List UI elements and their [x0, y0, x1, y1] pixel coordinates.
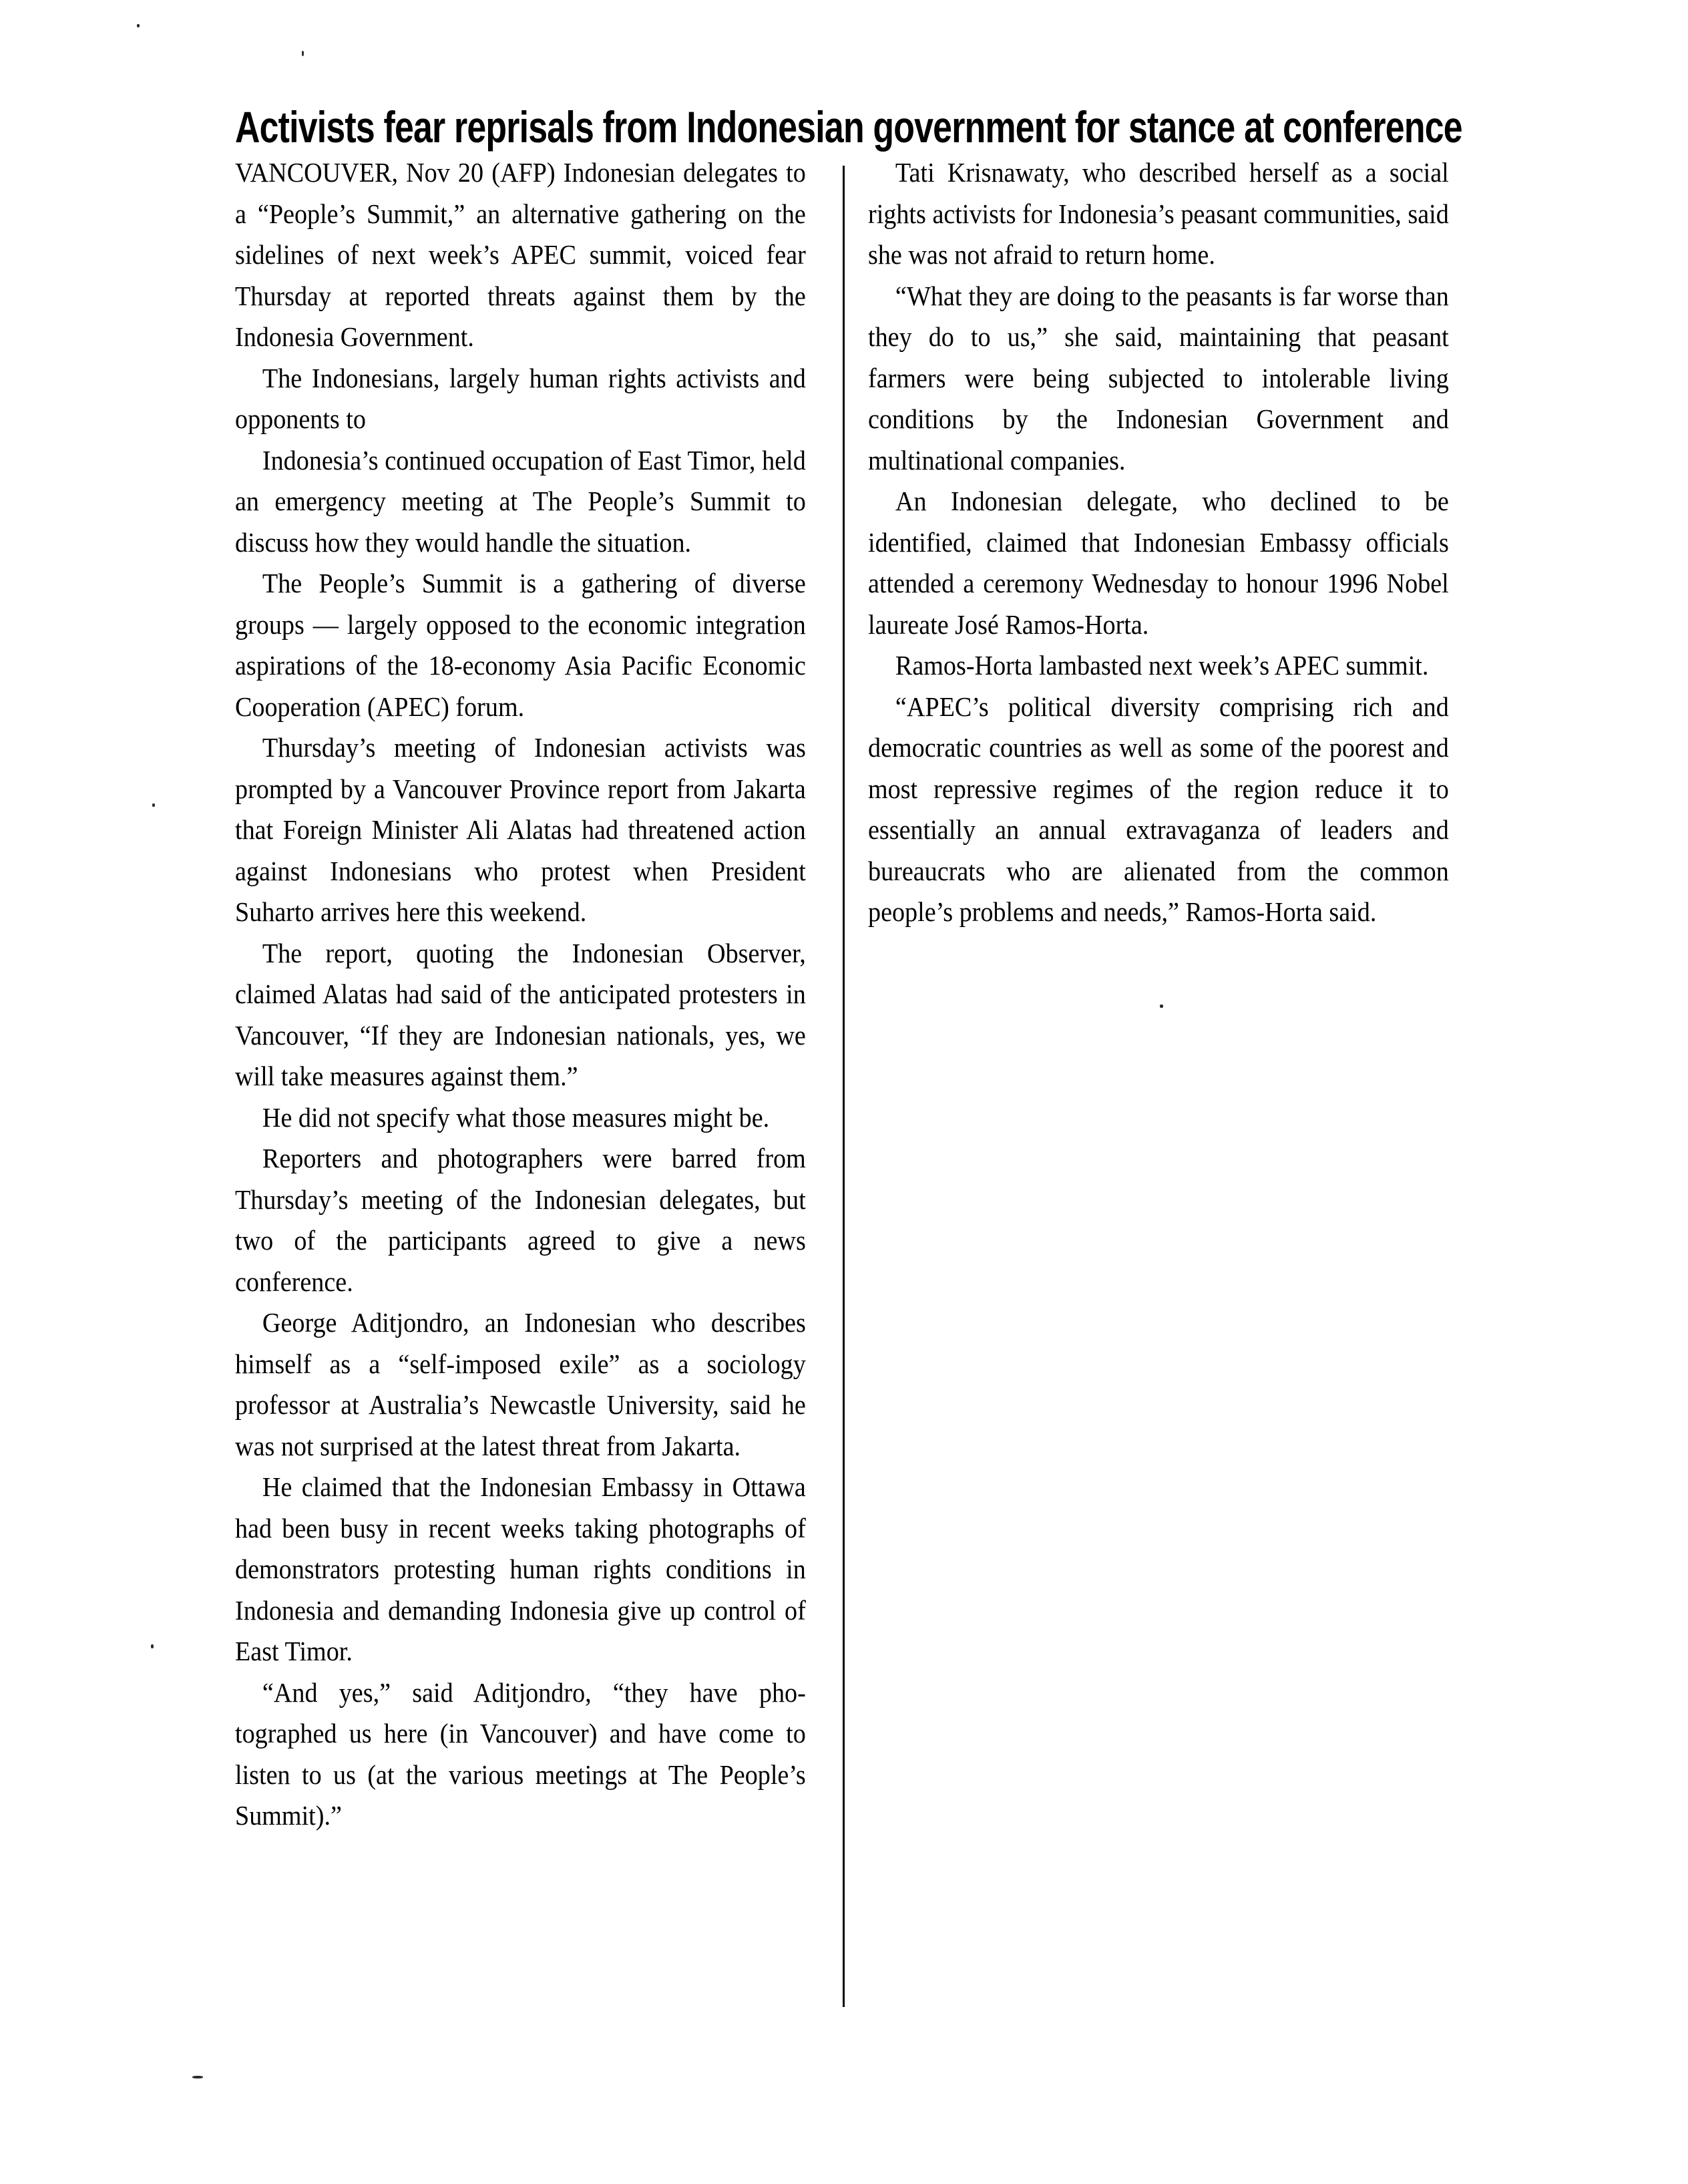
paragraph: “And yes,” said Aditjondro, “they have photographed us here (in Vancouver) and have come to listen to us (at the various meetings at The People’s Summit).” [235, 1676, 806, 1831]
paragraph: Ramos-Horta lambasted next week’s APEC summit. [895, 650, 1429, 681]
paragraph: Indonesia’s continued occupation of East Timor, held an emergency meeting at The People’s Summit to discuss how they would handle the situation. [235, 444, 806, 558]
paragraph: VANCOUVER, Nov 20 (AFP) Indonesian delegates to a “People’s Summit,” an alternative gathering on the sidelines of next week’s APEC summit, voiced fear Thursday at reported threats against them by the Indonesia Government. [235, 157, 806, 352]
paragraph: The Indonesians, largely human rights activists and opponents to [235, 362, 806, 434]
paragraph: He claimed that the Indonesian Embassy in Ottawa had been busy in recent weeks taking photographs of demonstrators protesting human rights conditions in Indonesia and demanding Indonesia give up control of East Timor. [235, 1471, 806, 1666]
article-column-right [868, 152, 1449, 933]
scan-speck [137, 24, 140, 27]
paragraph: The People’s Summit is a gathering of diverse groups — largely opposed to the economic integration aspirations of the 18-economy Asia Pacific Economic Cooperation (APEC) forum. [235, 568, 806, 722]
scan-speck [151, 1644, 154, 1648]
article-headline: Activists fear reprisals from Indonesian government for stance at conference [235, 102, 1462, 152]
paragraph: The report, quoting the Indonesian Observer, claimed Alatas had said of the anticipated protesters in Vancouver, “If they are Indonesian nationals, yes, we will take measures against them.” [235, 937, 806, 1091]
scan-speck [302, 51, 304, 56]
paragraph: “What they are doing to the peasants is far worse than they do to us,” she said, maintaining that peasant farmers were being subjected to intolerable living conditions by the Indonesian Government and multinational companies. [868, 280, 1449, 476]
paragraph: He did not specify what those measures might be. [262, 1101, 770, 1133]
scan-speck [1160, 1005, 1163, 1008]
paragraph: Thursday’s meeting of Indonesian activists was prompted by a Vancouver Province report from Jakarta that Foreign Minister Ali Alatas had threatened action against Indonesians who protest when President Suharto arrives here this weekend. [235, 732, 806, 927]
scan-speck [152, 803, 155, 807]
column-divider-rule [843, 166, 845, 2007]
scan-speck [192, 2076, 203, 2078]
paragraph: An Indonesian delegate, who declined to be identified, claimed that Indonesian Embassy officials attended a ceremony Wednesday to honour 1996 Nobel laureate José Ramos-Horta. [868, 486, 1449, 640]
paragraph: “APEC’s political diversity comprising rich and democratic countries as well as some of the poorest and most repressive regimes of the region reduce it to essentially an annual extravaganza of leaders and bureaucrats who are alienated from the common people’s problems and needs,” Ramos-Horta said. [868, 691, 1449, 927]
paragraph: Tati Krisnawaty, who described herself as a social rights activists for Indonesia’s peasant communities, said she was not afraid to return home. [868, 157, 1449, 270]
paragraph: Reporters and photographers were barred from Thursday’s meeting of the Indonesian delegates, but two of the participants agreed to give a news conference. [235, 1143, 806, 1297]
paragraph: George Aditjondro, an Indonesian who describes himself as a “self-imposed exile” as a sociology professor at Australia’s Newcastle University, said he was not surprised at the latest threat from Jakarta. [235, 1307, 806, 1461]
article-column-left [235, 152, 806, 1837]
